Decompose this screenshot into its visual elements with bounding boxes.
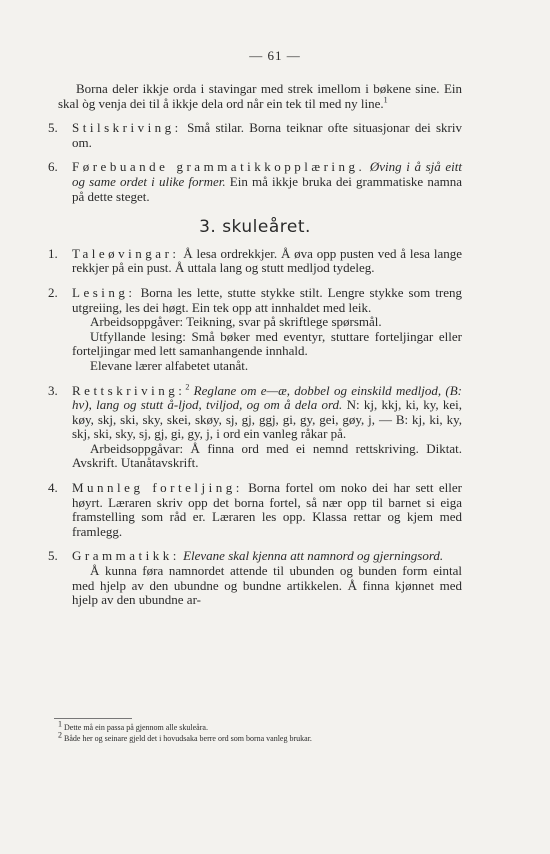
item-paragraph: Arbeidsoppgåver: Teikning, svar på skriftlege spørsmål. [90, 314, 382, 330]
item-paragraph: Elevane lærer alfabetet utanåt. [90, 357, 249, 373]
item-number: 3. [48, 382, 58, 398]
item-number: 4. [48, 480, 58, 496]
item-heading: Førebuande grammatikkopplæring. [72, 159, 366, 175]
item-heading: Lesing: [72, 284, 136, 300]
item-text: Borna fortel om noko dei har sett eller høyrt. Læraren skriv opp det borna fortel, så nær opp til barnet si eiga framstelling som råd er. Læraren les opp. Klassa rettar og kjem med framlegg. [72, 480, 462, 539]
footnote-rule [54, 718, 132, 719]
footnote [48, 730, 462, 744]
item-text: Å lesa ordrekkjer. Å øva opp pusten ved å lesa lange rekkjer på ein pust. Å uttala lang og stutt medljod tydeleg. [72, 245, 462, 276]
footnote-text: Dette må ein passa på gjennom alle skuleåra. [62, 723, 208, 732]
item-italic: Elevane skal kjenna att namnord og gjerningsord. [179, 548, 444, 564]
item-heading: Rettskriving: [72, 382, 186, 398]
page-body [48, 82, 462, 618]
item-paragraph: Utfyllande lesing: Små bøker med eventyr, stuttare forteljingar eller forteljingar med lett samanhangende innhald. [72, 328, 462, 359]
footnote [48, 719, 462, 733]
item-heading: Taleøvingar: [72, 245, 180, 261]
list-item [48, 549, 462, 607]
footnotes [48, 718, 462, 744]
list-item [48, 121, 462, 150]
list-item [48, 481, 462, 539]
footnote-mark: 2 [58, 730, 62, 740]
item-text: N: kj, kkj, ki, ky, kei, køy, skj, ski, sky, skei, skøy, sj, gj, ggj, gi, gy, gei, gøy, j, — B: kj, ki, ky, skj, ski, sky, sj, gj, gi, gy, j, i ord ein vanleg råkar på. [72, 397, 462, 442]
footnote-text: Både her og seinare gjeld det i hovudsaka berre ord som borna vanleg brukar. [62, 734, 312, 743]
footnote-mark: 1 [58, 719, 62, 729]
list-item [48, 160, 462, 204]
item-text: Små stilar. Borna teiknar ofte situasjonar dei skriv om. [72, 120, 462, 150]
item-number: 6. [48, 159, 58, 175]
item-heading: Stilskriving: [72, 120, 182, 136]
footnote-ref: 2 [185, 382, 190, 392]
section-title: 3. skuleåret. [199, 217, 311, 238]
item-number: 2. [48, 284, 58, 300]
item-paragraph: Arbeidsoppgåvar: Å finna ord med ei nemnd rettskriving. Diktat. Avskrift. Utanåtavskrift. [72, 440, 462, 471]
page-number: — 61 — [249, 48, 301, 63]
item-number: 1. [48, 245, 58, 261]
list-item [48, 286, 462, 374]
item-italic: Øving i å sjå eitt og same ordet i ulike former. [72, 159, 462, 189]
item-paragraph: Å kunna føra namnordet attende til ubunden og bunden form eintal med hjelp av den ubundne og bundne artikkelen. Å finna kjønnet med hjelp av den ubundne ar- [72, 563, 462, 608]
list-item [48, 247, 462, 276]
item-italic: Reglane om e—æ, dobbel og einskild medljod, (B: hv), lang og stutt å-ljod, tviljod, og om å dela ord. [72, 382, 462, 413]
item-number: 5. [48, 548, 58, 564]
item-text: Borna les lette, stutte stykke stilt. Lengre stykke som treng utgreiing, les dei høgt. Ein tek opp att innhaldet med leik. [72, 284, 462, 315]
item-heading: Munnleg forteljing: [72, 480, 243, 496]
intro-paragraph: Borna deler ikkje orda i stavingar med strek imellom i bøkene sine. Ein skal òg venja dei til å ikkje dela ord når ein tek til med ny line.$^1$ [58, 81, 462, 111]
item-text: Ein må ikkje bruka dei grammatiske namna på dette steget. [72, 173, 463, 204]
footnote-ref: 1 [383, 95, 388, 105]
list-item [48, 384, 462, 472]
item-heading: Grammatikk: [72, 548, 180, 564]
item-number: 5. [48, 120, 58, 136]
